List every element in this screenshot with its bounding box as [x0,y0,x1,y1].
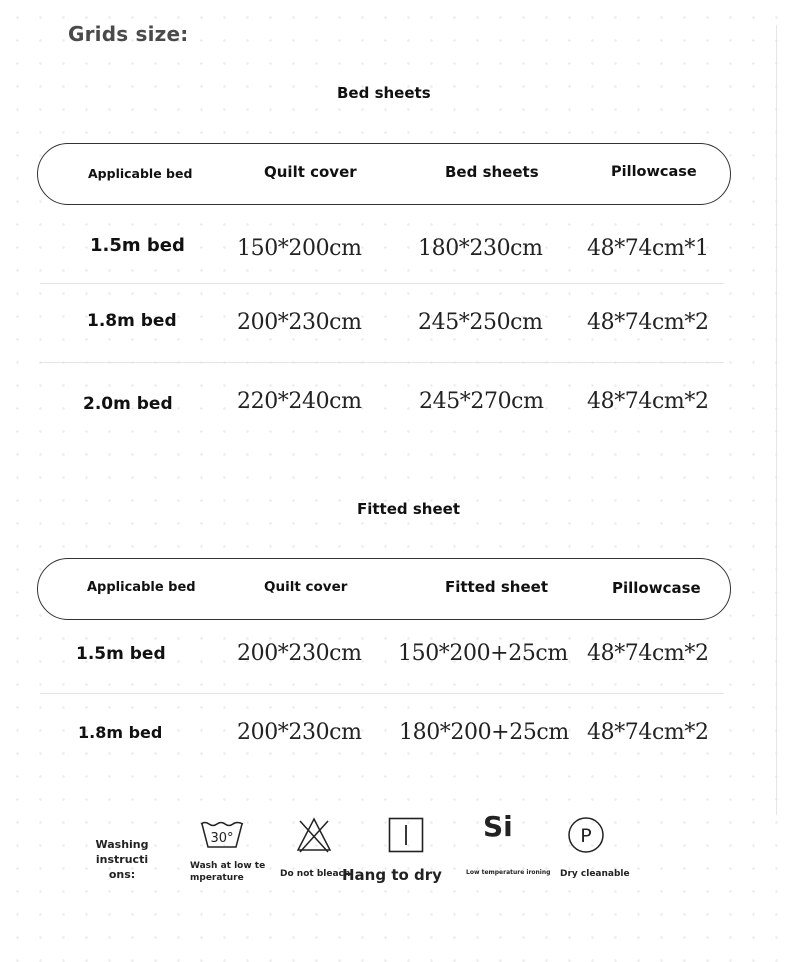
wash-low-temp-label-line: Wash at low te [190,861,266,871]
header-applicable-bed: Applicable bed [88,166,193,181]
row-bed-size: 1.8m bed [87,311,177,331]
header-applicable-bed: Applicable bed [87,580,196,595]
header-quilt-cover: Quilt cover [264,579,348,595]
row-bed-size: 1.8m bed [78,723,163,742]
washing-instructions-label-line: ons: [108,867,136,881]
row-bed-size: 2.0m bed [83,394,173,414]
quilt-cover-size: 220*240cm [237,389,362,414]
bed-sheets-title: Bed sheets [337,84,431,102]
bed-sheet-size: 245*250cm [418,310,543,335]
quilt-cover-size: 200*230cm [237,720,362,745]
quilt-cover-size: 200*230cm [237,641,362,666]
header-pillowcase: Pillowcase [611,164,697,180]
wash-30-icon [199,820,245,850]
row-bed-size: 1.5m bed [90,235,185,256]
header-fitted-sheet: Fitted sheet [445,578,548,596]
fitted-sheet-size: 180*200+25cm [399,720,569,745]
wash-low-temp-label-line: mperature [190,873,244,884]
washing-instructions-label [69,838,175,883]
dry-cleanable-label: Dry cleanable [560,869,630,879]
row-divider [40,283,724,284]
low-temp-ironing-label: Low temperature ironing [466,869,551,876]
row-divider [40,362,724,363]
hang-to-dry-label: Hang to dry [342,866,442,884]
row-divider [40,693,724,694]
pillowcase-size: 48*74cm*2 [587,641,709,666]
do-not-bleach-label: Do not bleach [280,869,351,879]
bed-sheet-size: 245*270cm [419,389,544,414]
header-pillowcase: Pillowcase [612,579,701,597]
wash-low-temp-label [190,860,265,884]
quilt-cover-size: 150*200cm [237,236,362,261]
pillowcase-size: 48*74cm*1 [587,236,709,261]
fitted-sheet-size: 150*200+25cm [398,641,568,666]
do-not-bleach-icon [295,816,333,854]
dry-clean-icon [567,816,605,854]
page-edge-rule [776,25,777,815]
hang-dry-icon [388,817,424,853]
dry-clean-letter: P [580,825,592,847]
pillowcase-size: 48*74cm*2 [587,310,709,335]
row-bed-size: 1.5m bed [76,644,166,664]
fitted-sheet-title: Fitted sheet [357,500,460,518]
pillowcase-size: 48*74cm*2 [587,720,709,745]
bed-sheet-size: 180*230cm [418,236,543,261]
iron-low-icon: Si [483,810,513,843]
quilt-cover-size: 200*230cm [237,310,362,335]
pillowcase-size: 48*74cm*2 [587,389,709,414]
page-title: Grids size: [68,22,189,46]
washing-instructions-label-line: Washing instructi [95,838,149,866]
header-bed-sheets: Bed sheets [445,163,539,181]
header-quilt-cover: Quilt cover [264,163,357,181]
wash-temperature-text: 30° [210,831,234,846]
